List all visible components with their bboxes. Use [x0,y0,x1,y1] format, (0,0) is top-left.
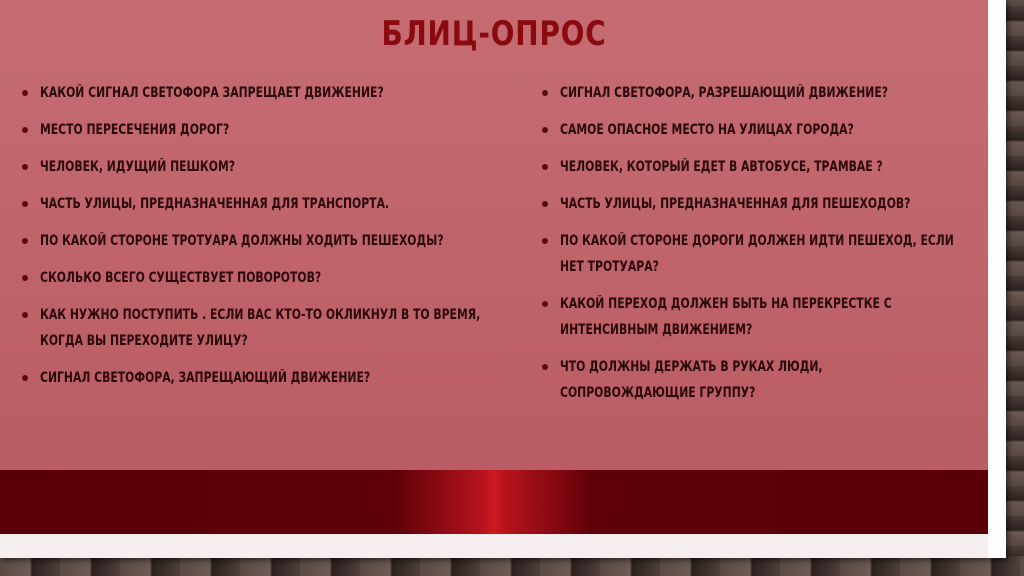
slide-bottom-margin [0,534,988,558]
right-question-list [542,80,962,417]
left-question-list [22,80,482,402]
question-item: ЧЕЛОВЕК, ИДУЩИЙ ПЕШКОМ? [22,154,482,180]
question-item: ЧТО ДОЛЖНЫ ДЕРЖАТЬ В РУКАХ ЛЮДИ, СОПРОВОЖДАЮЩИЕ ГРУППУ? [542,354,962,406]
question-item: КАК НУЖНО ПОСТУПИТЬ . ЕСЛИ ВАС КТО-ТО ОКЛИКНУЛ В ТО ВРЕМЯ, КОГДА ВЫ ПЕРЕХОДИТЕ УЛИЦУ? [22,302,482,354]
bullet-icon [542,201,548,207]
bullet-icon [22,238,28,244]
bullet-icon [22,164,28,170]
bullet-icon [22,201,28,207]
question-item: КАКОЙ СИГНАЛ СВЕТОФОРА ЗАПРЕЩАЕТ ДВИЖЕНИЕ? [22,80,482,106]
bullet-icon [542,90,548,96]
bullet-icon [22,275,28,281]
bullet-icon [542,364,548,370]
bullet-icon [542,164,548,170]
bullet-icon [22,127,28,133]
question-item: СИГНАЛ СВЕТОФОРА, РАЗРЕШАЮЩИЙ ДВИЖЕНИЕ? [542,80,962,106]
bullet-icon [542,238,548,244]
question-item: ЧЕЛОВЕК, КОТОРЫЙ ЕДЕТ В АВТОБУСЕ, ТРАМВАЕ ? [542,154,962,180]
bullet-icon [22,375,28,381]
question-item: ЧАСТЬ УЛИЦЫ, ПРЕДНАЗНАЧЕННАЯ ДЛЯ ПЕШЕХОДОВ? [542,191,962,217]
question-item: ПО КАКОЙ СТОРОНЕ ТРОТУАРА ДОЛЖНЫ ХОДИТЬ ПЕШЕХОДЫ? [22,228,482,254]
question-item: ПО КАКОЙ СТОРОНЕ ДОРОГИ ДОЛЖЕН ИДТИ ПЕШЕХОД, ЕСЛИ НЕТ ТРОТУАРА? [542,228,962,280]
bullet-icon [22,312,28,318]
bullet-icon [22,90,28,96]
question-item: СКОЛЬКО ВСЕГО СУЩЕСТВУЕТ ПОВОРОТОВ? [22,265,482,291]
question-item: МЕСТО ПЕРЕСЕЧЕНИЯ ДОРОГ? [22,117,482,143]
question-item: САМОЕ ОПАСНОЕ МЕСТО НА УЛИЦАХ ГОРОДА? [542,117,962,143]
question-item: КАКОЙ ПЕРЕХОД ДОЛЖЕН БЫТЬ НА ПЕРЕКРЕСТКЕ С ИНТЕНСИВНЫМ ДВИЖЕНИЕМ? [542,291,962,343]
question-item: СИГНАЛ СВЕТОФОРА, ЗАПРЕЩАЮЩИЙ ДВИЖЕНИЕ? [22,365,482,391]
brick-wall-background-bottom [0,556,1024,576]
decorative-bottom-band [0,470,988,534]
bullet-icon [542,127,548,133]
slide-title: БЛИЦ-ОПРОС [381,14,607,54]
question-item: ЧАСТЬ УЛИЦЫ, ПРЕДНАЗНАЧЕННАЯ ДЛЯ ТРАНСПОРТА. [22,191,482,217]
bullet-icon [542,301,548,307]
